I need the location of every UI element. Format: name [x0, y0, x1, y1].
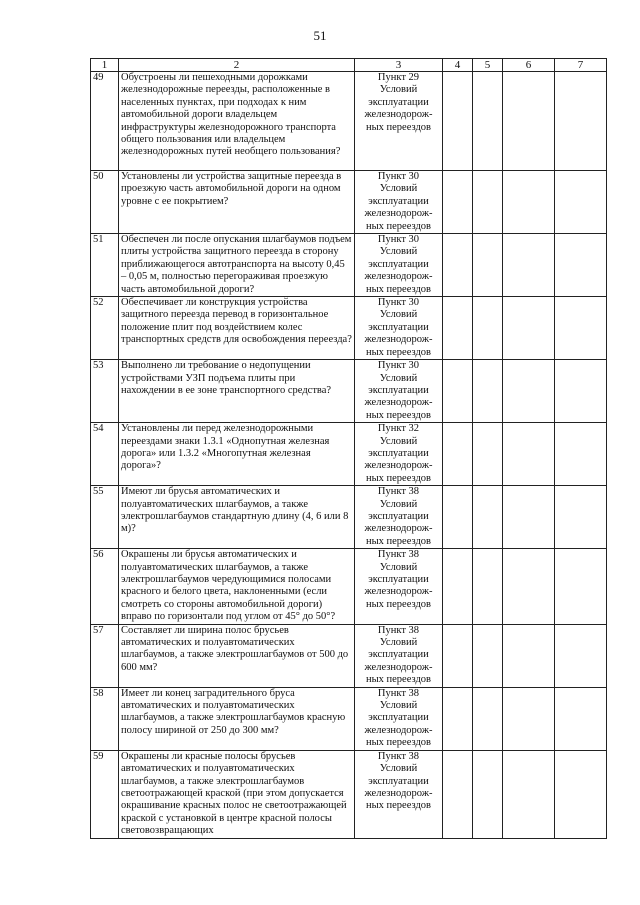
reference-line: эксплуатации	[368, 775, 429, 787]
row-question: Имеет ли конец заградительного бруса автоматических и полуавтоматических шлагбаумов, а также электрошлагбаумов красную полосу шириной от 250 до 300 мм?	[119, 687, 355, 750]
empty-cell-col-6	[503, 234, 555, 297]
empty-cell-col-6	[503, 549, 555, 624]
column-header-3: 3	[355, 59, 443, 72]
row-reference	[355, 72, 443, 171]
empty-cell-col-6	[503, 624, 555, 687]
empty-cell-col-6	[503, 423, 555, 486]
empty-cell-col-4	[443, 171, 473, 234]
empty-cell-col-5	[473, 171, 503, 234]
column-header-2: 2	[119, 59, 355, 72]
row-reference	[355, 297, 443, 360]
column-header-7: 7	[555, 59, 607, 72]
empty-cell-col-4	[443, 549, 473, 624]
empty-cell-col-4	[443, 360, 473, 423]
empty-cell-col-7	[555, 687, 607, 750]
empty-cell-col-4	[443, 297, 473, 360]
empty-cell-col-5	[473, 549, 503, 624]
row-reference	[355, 549, 443, 624]
reference-line: Условий	[379, 183, 418, 195]
row-question: Обеспечен ли после опускания шлагбаумов подъем плиты устройства защитного переезда в сторону приближающегося автотранспорта на высоту 0,45 – 0,05 м, полностью перегораживая проезжую часть автомобильной дороги?	[119, 234, 355, 297]
row-number: 55	[91, 486, 119, 549]
row-number: 52	[91, 297, 119, 360]
table-row	[91, 234, 607, 297]
row-number: 54	[91, 423, 119, 486]
empty-cell-col-5	[473, 234, 503, 297]
empty-cell-col-7	[555, 624, 607, 687]
table-row	[91, 297, 607, 360]
empty-cell-col-4	[443, 750, 473, 838]
empty-cell-col-4	[443, 423, 473, 486]
row-number: 53	[91, 360, 119, 423]
row-number: 58	[91, 687, 119, 750]
empty-cell-col-7	[555, 486, 607, 549]
row-number: 57	[91, 624, 119, 687]
reference-line: эксплуатации	[368, 574, 429, 585]
reference-line: ных переездов	[365, 283, 432, 295]
empty-cell-col-5	[473, 687, 503, 750]
reference-line: ных переездов	[365, 737, 432, 749]
reference-line: Условий	[379, 372, 418, 384]
row-question: Окрашены ли красные полосы брусьев автоматических и полуавтоматических шлагбаумов, а также электрошлагбаумов светоотражающей краской (при этом допускается окрашивание красных полос не светоотражающей краской с установкой в центре красной полосы световозвращающих	[119, 750, 355, 838]
checklist-table	[90, 58, 607, 839]
empty-cell-col-7	[555, 750, 607, 838]
row-question: Установлены ли перед железнодорожными переездами знаки 1.3.1 «Однопутная железная дорога» или 1.3.2 «Многопутная железная дорога»?	[119, 423, 355, 486]
reference-line: Пункт 38	[377, 687, 420, 699]
reference-line: Пункт 30	[377, 360, 420, 372]
reference-line: эксплуатации	[368, 321, 429, 333]
reference-line: железнодорож-	[364, 334, 433, 346]
empty-cell-col-7	[555, 297, 607, 360]
empty-cell-col-7	[555, 72, 607, 171]
row-question: Обустроены ли пешеходными дорожками железнодорожные переезды, расположенные в населенных пунктах, при подходах к ним автомобильной дороги владельцем инфраструктуры железнодорожного транспорта общего пользования или владельцем железнодорожных путей необщего пользования?	[119, 72, 355, 171]
reference-line: ных переездов	[365, 472, 432, 484]
empty-cell-col-4	[443, 234, 473, 297]
row-question: Обеспечивает ли конструкция устройства защитного переезда перевод в горизонтальное положение плит под воздействием колес транспортных средств для освобождения переезда?	[119, 297, 355, 360]
empty-cell-col-7	[555, 549, 607, 624]
empty-cell-col-7	[555, 423, 607, 486]
reference-line: Условий	[379, 637, 418, 649]
reference-line: железнодорож-	[364, 271, 433, 283]
table-row	[91, 423, 607, 486]
empty-cell-col-6	[503, 297, 555, 360]
row-question: Окрашены ли брусья автоматических и полуавтоматических шлагбаумов, а также электрошлагбаумов чередующимися полосами красного и белого цвета, наклоненными (если смотреть со стороны автомобильной дороги) вправо по горизонтали под углом от 45° до 50°?	[119, 549, 355, 624]
empty-cell-col-6	[503, 72, 555, 171]
reference-line: эксплуатации	[368, 447, 429, 459]
table-row	[91, 687, 607, 750]
empty-cell-col-7	[555, 171, 607, 234]
empty-cell-col-6	[503, 360, 555, 423]
header-row	[91, 59, 607, 72]
empty-cell-col-5	[473, 486, 503, 549]
row-reference	[355, 360, 443, 423]
empty-cell-col-6	[503, 687, 555, 750]
reference-line: Пункт 30	[377, 171, 420, 182]
reference-line: Пункт 30	[377, 297, 420, 309]
row-reference	[355, 687, 443, 750]
reference-line: железнодорож-	[364, 586, 433, 598]
reference-line: железнодорож-	[364, 661, 433, 673]
reference-line: ных переездов	[365, 346, 432, 358]
reference-line: железнодорож-	[364, 397, 433, 409]
table-row	[91, 486, 607, 549]
empty-cell-col-5	[473, 297, 503, 360]
empty-cell-col-4	[443, 486, 473, 549]
reference-line: ных переездов	[365, 409, 432, 421]
page-number: 51	[313, 28, 327, 43]
row-number: 51	[91, 234, 119, 297]
row-question: Имеют ли брусья автоматических и полуавтоматических шлагбаумов, а также электрошлагбаумов стандартную длину (4, 6 или 8 м)?	[119, 486, 355, 549]
reference-line: эксплуатации	[368, 195, 429, 207]
empty-cell-col-7	[555, 234, 607, 297]
reference-line: Пункт 38	[377, 486, 420, 498]
table-row	[91, 171, 607, 234]
row-reference	[355, 750, 443, 838]
row-question: Установлены ли устройства защитные переезда в проезжую часть автомобильной дороги на одном уровне с ее покрытием?	[119, 171, 355, 234]
row-reference	[355, 423, 443, 486]
reference-line: Пункт 38	[377, 624, 420, 636]
reference-line: Условий	[379, 498, 418, 510]
column-header-6: 6	[503, 59, 555, 72]
empty-cell-col-5	[473, 360, 503, 423]
reference-line: ных переездов	[365, 598, 432, 610]
reference-line: эксплуатации	[368, 712, 429, 724]
reference-line: эксплуатации	[368, 96, 429, 108]
row-number: 50	[91, 171, 119, 234]
row-number: 56	[91, 549, 119, 624]
table-row	[91, 72, 607, 171]
column-header-5: 5	[473, 59, 503, 72]
row-reference	[355, 624, 443, 687]
reference-line: эксплуатации	[368, 649, 429, 661]
table-row	[91, 549, 607, 624]
row-question: Выполнено ли требование о недопущении устройствами УЗП подъема плиты при нахождении в ее зоне транспортного средства?	[119, 360, 355, 423]
reference-line: Пункт 38	[377, 549, 420, 561]
empty-cell-col-5	[473, 423, 503, 486]
reference-line: Условий	[379, 309, 418, 321]
empty-cell-col-5	[473, 72, 503, 171]
reference-line: Условий	[379, 435, 418, 447]
reference-line: Условий	[379, 700, 418, 712]
reference-line: эксплуатации	[368, 510, 429, 522]
reference-line: Условий	[379, 763, 418, 775]
empty-cell-col-4	[443, 687, 473, 750]
row-number: 49	[91, 72, 119, 171]
table-row	[91, 360, 607, 423]
row-number: 59	[91, 750, 119, 838]
reference-line: Пункт 29	[377, 72, 420, 83]
reference-line: железнодорож-	[364, 109, 433, 121]
reference-line: железнодорож-	[364, 523, 433, 535]
empty-cell-col-6	[503, 750, 555, 838]
reference-line: железнодорож-	[364, 787, 433, 799]
reference-line: эксплуатации	[368, 258, 429, 270]
reference-line: железнодорож-	[364, 460, 433, 472]
empty-cell-col-4	[443, 624, 473, 687]
reference-line: Условий	[379, 246, 418, 258]
column-header-1: 1	[91, 59, 119, 72]
empty-cell-col-7	[555, 360, 607, 423]
reference-line: ных переездов	[365, 800, 432, 812]
table-row	[91, 750, 607, 838]
reference-line: Пункт 32	[377, 423, 420, 435]
row-question: Составляет ли ширина полос брусьев автоматических и полуавтоматических шлагбаумов, а также электрошлагбаумов от 500 до 600 мм?	[119, 624, 355, 687]
reference-line: Условий	[379, 84, 418, 96]
empty-cell-col-6	[503, 171, 555, 234]
row-reference	[355, 486, 443, 549]
reference-line: Пункт 38	[377, 750, 420, 762]
empty-cell-col-4	[443, 72, 473, 171]
reference-line: эксплуатации	[368, 384, 429, 396]
reference-line: ных переездов	[365, 121, 432, 133]
reference-line: Пункт 30	[377, 234, 420, 246]
reference-line: железнодорож-	[364, 208, 433, 220]
row-reference	[355, 171, 443, 234]
reference-line: Условий	[379, 561, 418, 573]
reference-line: железнодорож-	[364, 724, 433, 736]
empty-cell-col-5	[473, 624, 503, 687]
reference-line: ных переездов	[365, 535, 432, 547]
column-header-4: 4	[443, 59, 473, 72]
empty-cell-col-5	[473, 750, 503, 838]
empty-cell-col-6	[503, 486, 555, 549]
reference-line: ных переездов	[365, 674, 432, 686]
table-row	[91, 624, 607, 687]
row-reference	[355, 234, 443, 297]
reference-line: ных переездов	[365, 220, 432, 232]
